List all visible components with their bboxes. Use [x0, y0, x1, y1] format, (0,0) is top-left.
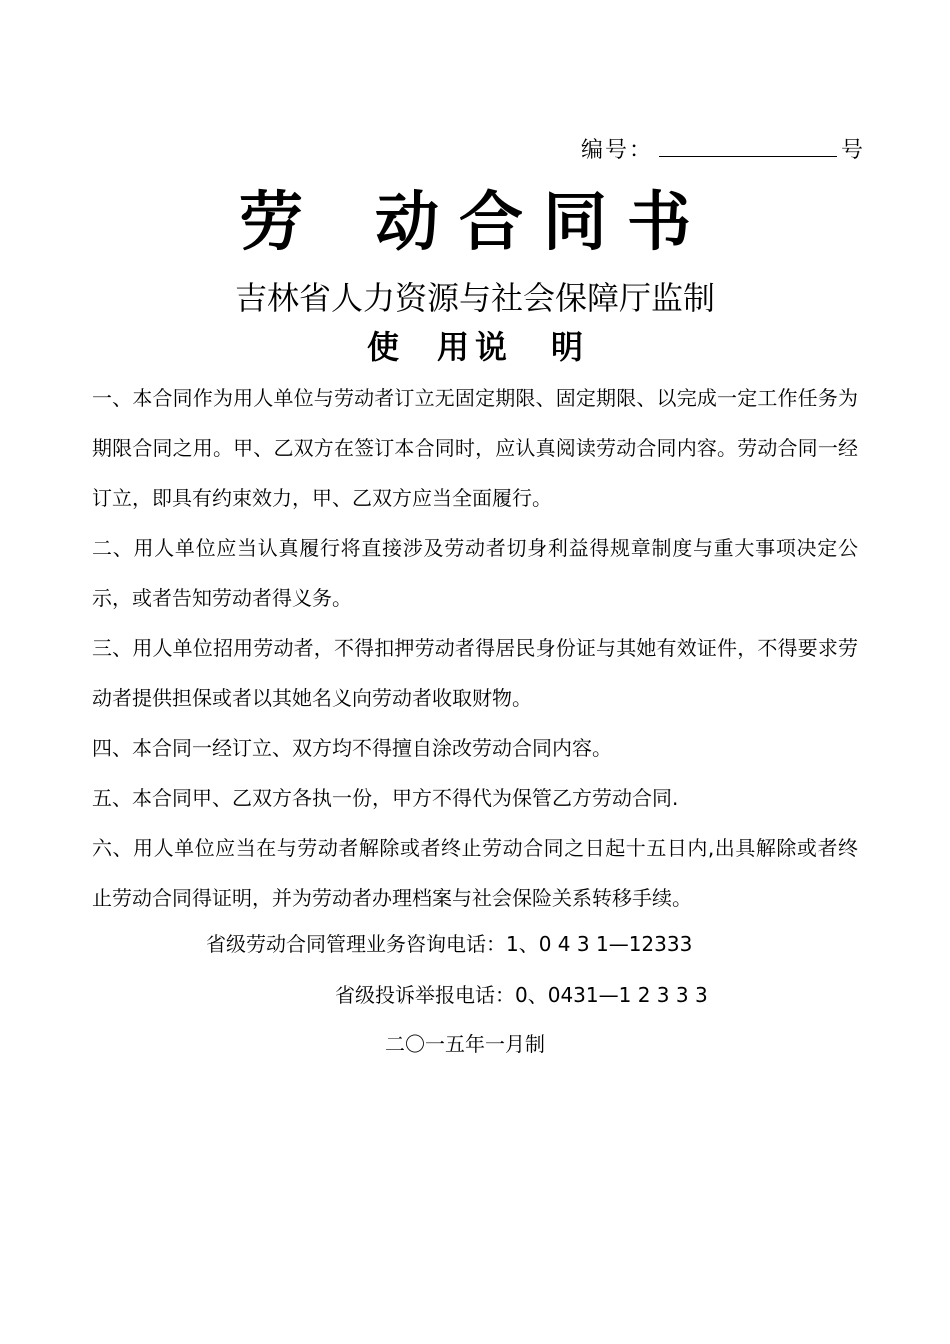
instructions-heading-part-1: 使 — [366, 328, 399, 366]
instructions-heading-part-2: 用说 — [436, 328, 513, 366]
title-part-1: 劳 — [239, 186, 303, 260]
clause-5: 五、本合同甲、乙双方各执一份，甲方不得代为保管乙方劳动合同. — [92, 786, 679, 810]
instructions-heading — [0, 324, 950, 370]
consult-hotline: 省级劳动合同管理业务咨询电话：1、0 4 3 1—12333 — [206, 932, 693, 956]
issuer-line: 吉林省人力资源与社会保障厅监制 — [234, 279, 715, 317]
serial-number-label: 编号： — [581, 138, 654, 163]
instructions-clauses — [92, 373, 858, 923]
serial-number-suffix: 号 — [841, 138, 866, 163]
document-title — [0, 180, 950, 266]
complaint-hotline: 省级投诉举报电话：0、0431—1 2 3 3 3 — [335, 983, 708, 1007]
clause-1: 一、本合同作为用人单位与劳动者订立无固定期限、固定期限、以完成一定工作任务为期限合同之用。甲、乙双方在签订本合同时，应认真阅读劳动合同内容。劳动合同一经订立，即具有约束效力，甲、乙双方应当全面履行。 — [92, 386, 858, 510]
instructions-heading-part-3: 明 — [551, 328, 584, 366]
serial-number-blank — [659, 134, 837, 157]
clause-2: 二、用人单位应当认真履行将直接涉及劳动者切身利益得规章制度与重大事项决定公示，或者告知劳动者得义务。 — [92, 536, 858, 610]
clause-3: 三、用人单位招用劳动者，不得扣押劳动者得居民身份证与其她有效证件，不得要求劳动者提供担保或者以其她名义向劳动者收取财物。 — [92, 636, 858, 710]
clause-4: 四、本合同一经订立、双方均不得擅自涂改劳动合同内容。 — [92, 736, 612, 760]
clause-6: 六、用人单位应当在与劳动者解除或者终止劳动合同之日起十五日内,出具解除或者终止劳动合同得证明，并为劳动者办理档案与社会保险关系转移手续。 — [92, 836, 858, 910]
title-part-2: 动合同书 — [375, 186, 711, 260]
issue-date: 二〇一五年一月制 — [385, 1032, 545, 1056]
serial-number-field — [581, 134, 881, 166]
